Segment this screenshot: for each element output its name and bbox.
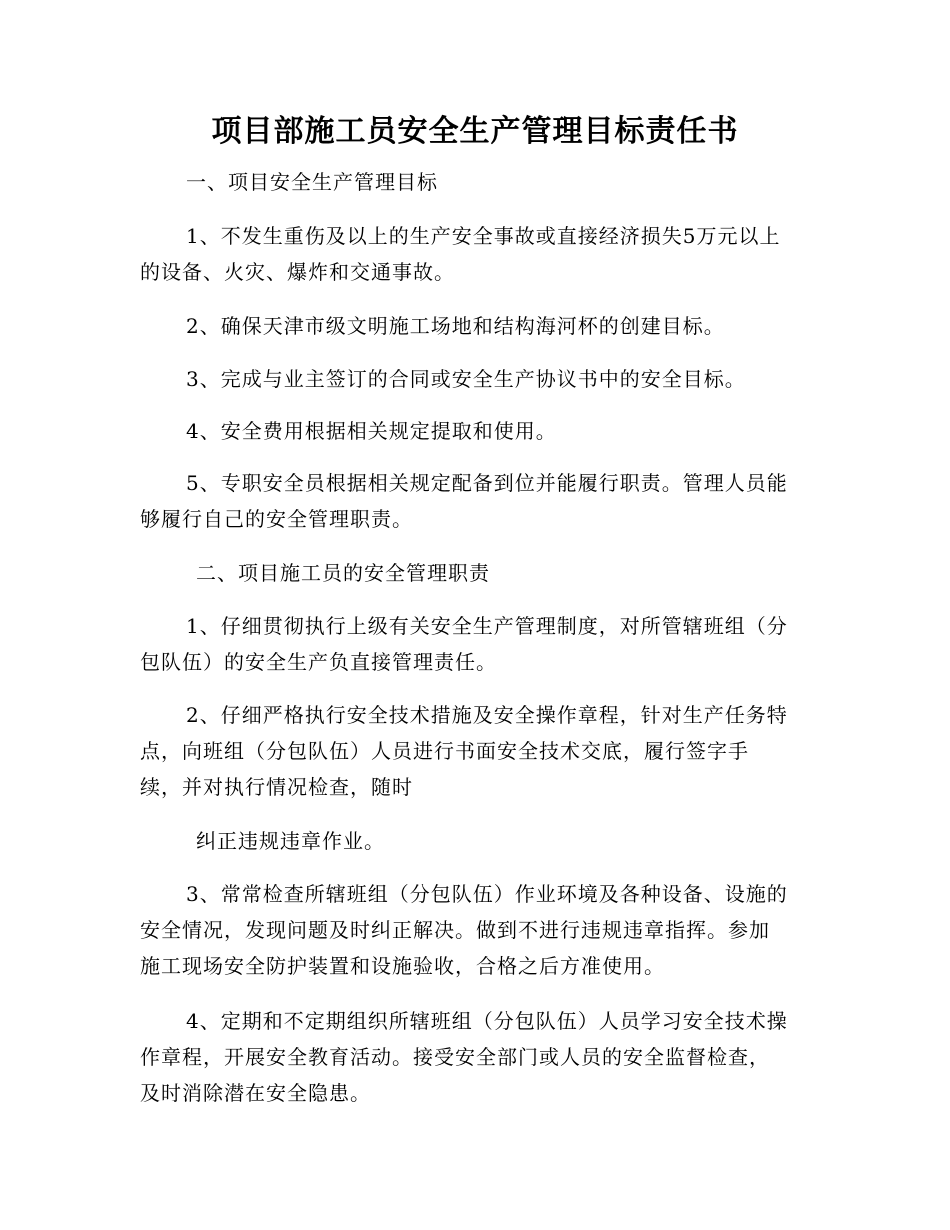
paragraph-line: 够履行自己的安全管理职责。 [140, 507, 413, 531]
paragraph-line: 续，并对执行情况检查，随时 [140, 775, 413, 799]
paragraph-line: 安全情况，发现问题及时纠正解决。做到不进行违规违章指挥。参加 [140, 918, 770, 942]
paragraph-line: 1、仔细贯彻执行上级有关安全生产管理制度，对所管辖班组（分 [186, 614, 788, 638]
paragraph-line: 5、专职安全员根据相关规定配备到位并能履行职责。管理人员能 [186, 471, 788, 495]
paragraph-line: 作章程，开展安全教育活动。接受安全部门或人员的安全监督检查， [140, 1045, 770, 1069]
paragraph-line: 点，向班组（分包队伍）人员进行书面安全技术交底，履行签字手 [140, 739, 749, 763]
paragraph-line: 包队伍）的安全生产负直接管理责任。 [140, 650, 497, 674]
paragraph-line: 1、不发生重伤及以上的生产安全事故或直接经济损失5万元以上 [186, 224, 781, 248]
document-title: 项目部施工员安全生产管理目标责任书 [211, 114, 739, 149]
section-heading-1: 一、项目安全生产管理目标 [186, 170, 438, 194]
paragraph-line: 2、确保天津市级文明施工场地和结构海河杯的创建目标。 [186, 314, 725, 338]
paragraph-line: 3、常常检查所辖班组（分包队伍）作业环境及各种设备、设施的 [186, 882, 788, 906]
paragraph-line: 2、仔细严格执行安全技术措施及安全操作章程，针对生产任务特 [186, 703, 788, 727]
paragraph-line: 的设备、火灾、爆炸和交通事故。 [140, 260, 455, 284]
paragraph-line: 施工现场安全防护装置和设施验收，合格之后方准使用。 [140, 954, 665, 978]
paragraph-line: 3、完成与业主签订的合同或安全生产协议书中的安全目标。 [186, 367, 746, 391]
paragraph-line: 纠正违规违章作业。 [196, 829, 385, 853]
section-heading-2: 二、项目施工员的安全管理职责 [196, 561, 490, 585]
paragraph-line: 及时消除潜在安全隐患。 [140, 1081, 371, 1105]
paragraph-line: 4、安全费用根据相关规定提取和使用。 [186, 419, 557, 443]
paragraph-line: 4、定期和不定期组织所辖班组（分包队伍）人员学习安全技术操 [186, 1009, 788, 1033]
